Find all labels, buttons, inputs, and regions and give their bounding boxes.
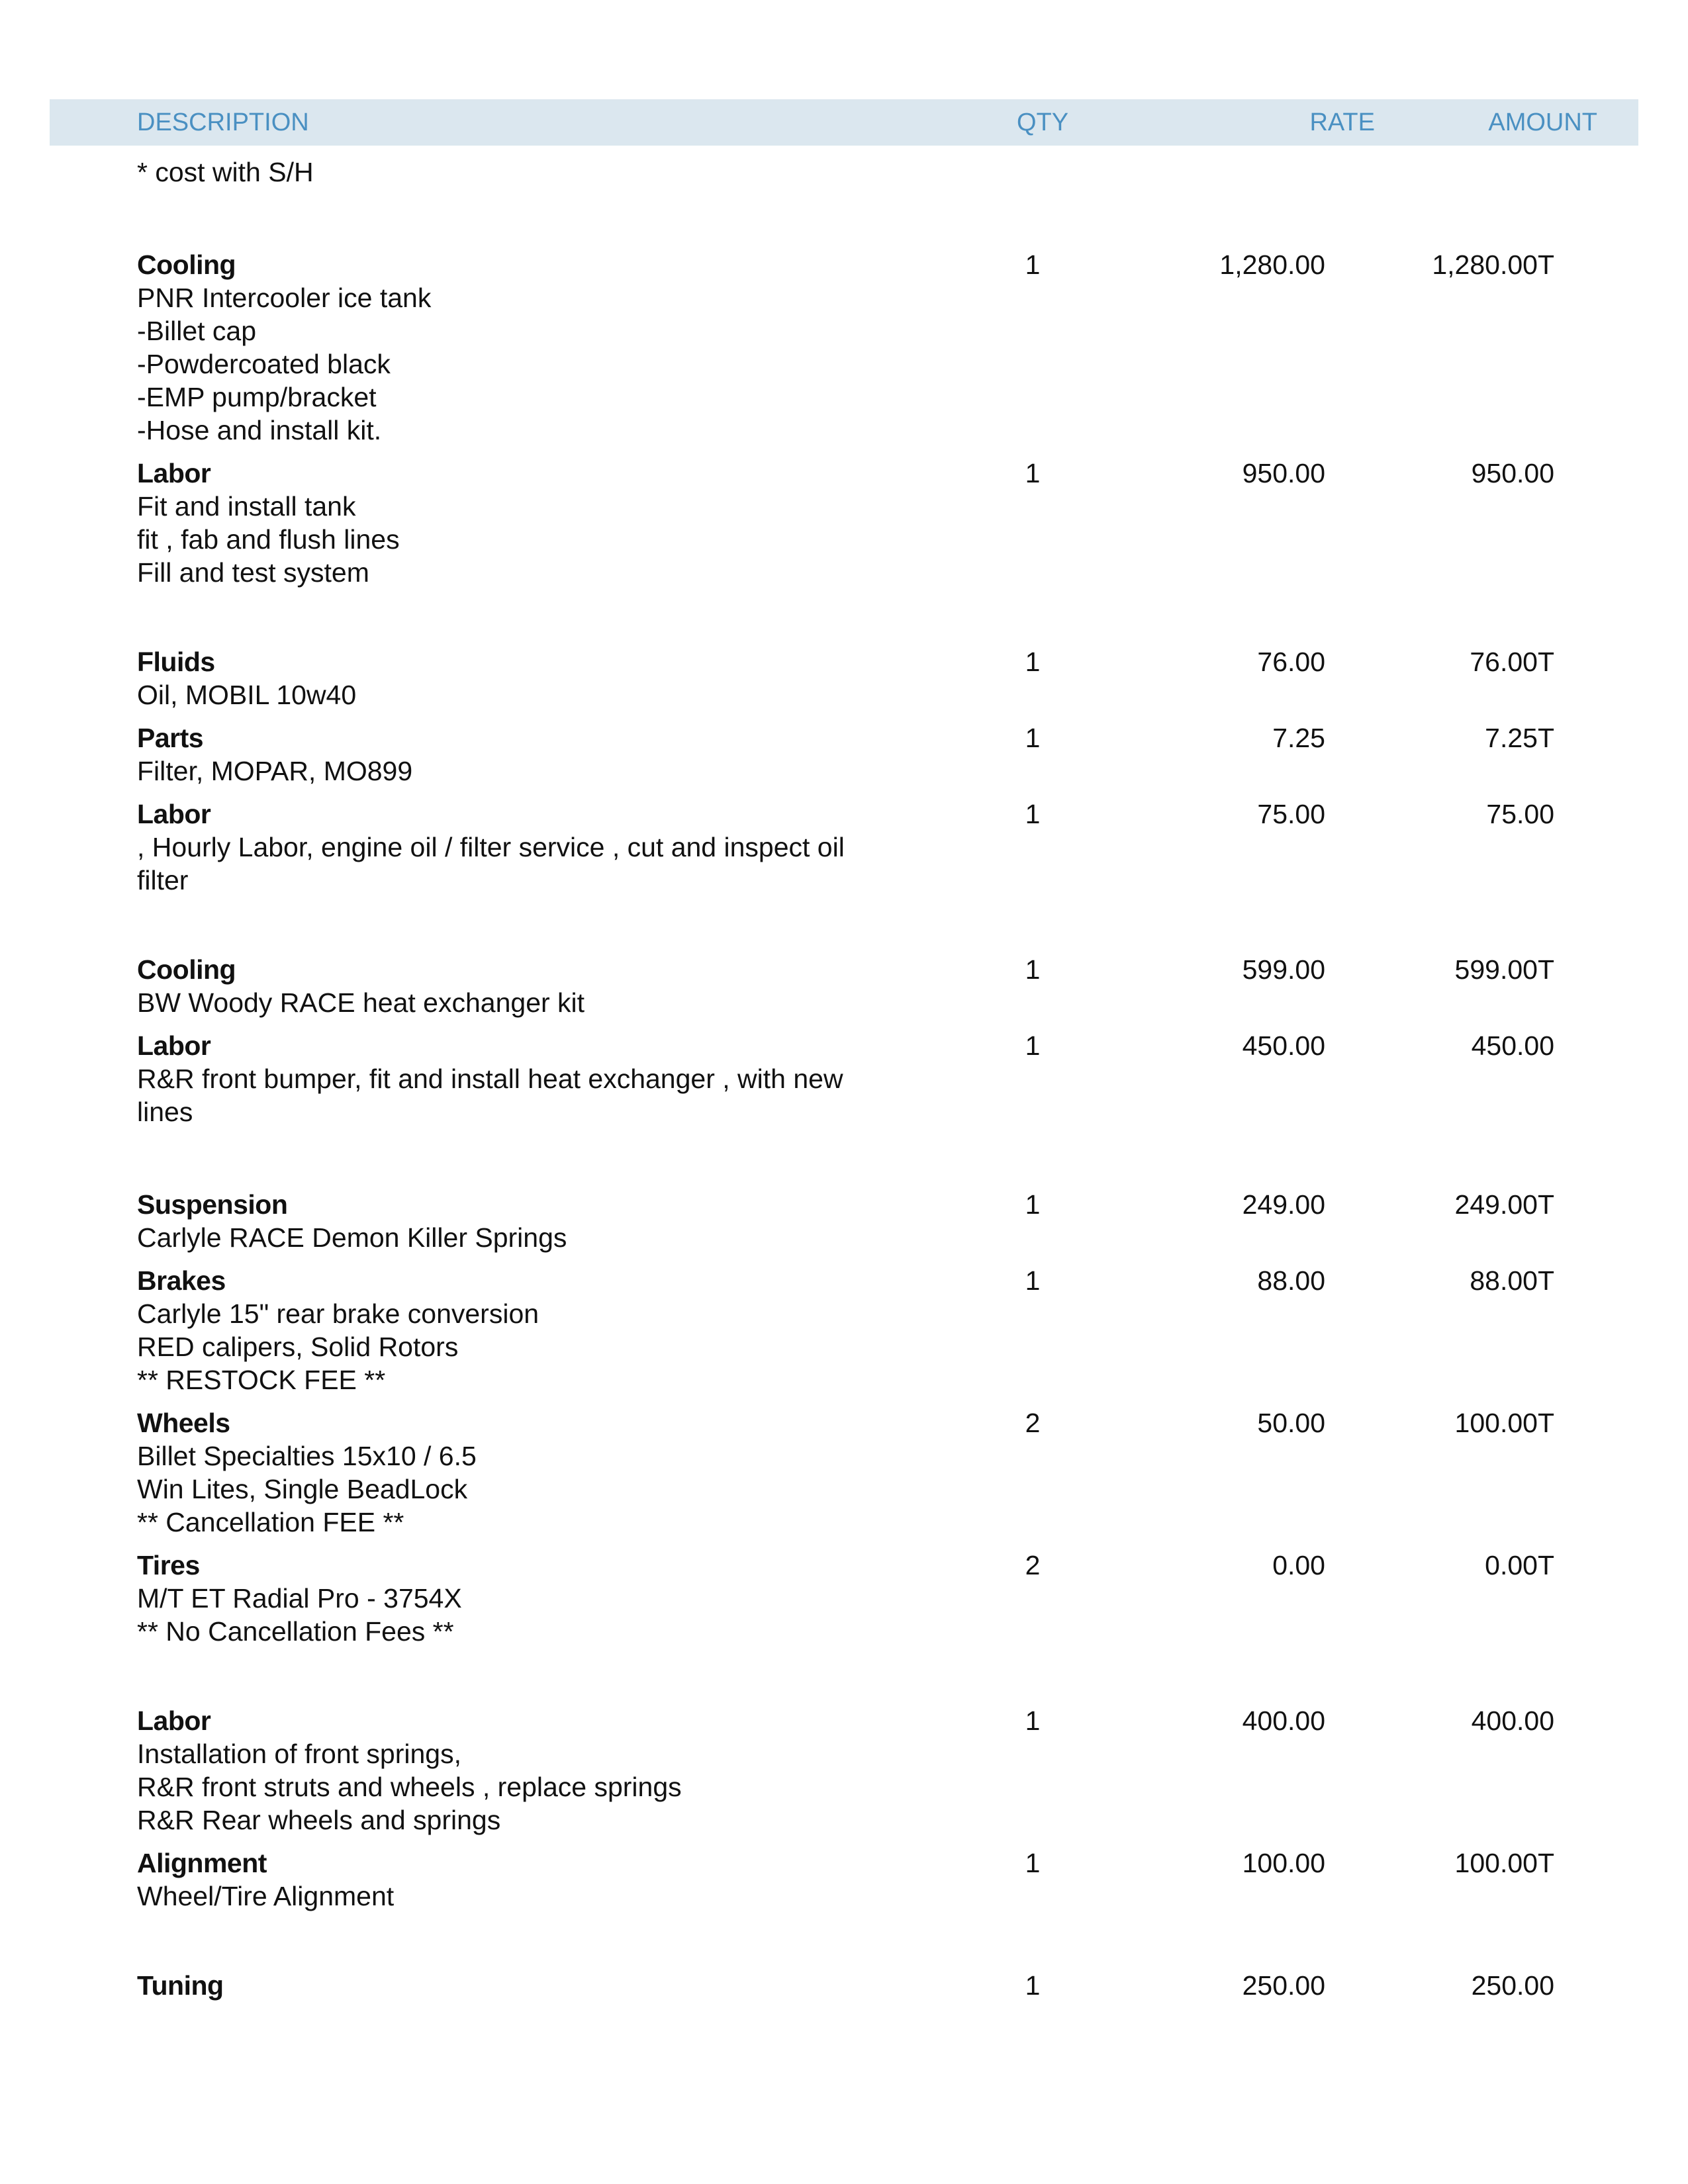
item-description <box>137 678 878 711</box>
item-amount: 75.00 <box>1486 799 1554 829</box>
item-description <box>137 1062 878 1128</box>
item-qty: 1 <box>1025 1189 1041 1220</box>
item-amount: 400.00 <box>1471 1706 1554 1736</box>
item-description <box>137 831 878 897</box>
item-description-line: M/T ET Radial Pro - 3754X <box>137 1583 462 1614</box>
item-title: Labor <box>137 799 211 829</box>
item-title: Tuning <box>137 1970 224 2001</box>
item-rate: 7.25 <box>1272 723 1325 753</box>
item-amount: 0.00T <box>1485 1550 1554 1580</box>
item-description <box>137 281 878 447</box>
item-description-line: ** Cancellation FEE ** <box>137 1507 404 1537</box>
item-description <box>137 754 878 788</box>
item-amount: 250.00 <box>1471 1970 1554 2001</box>
item-description-line: -EMP pump/bracket <box>137 382 377 412</box>
item-description-line: Fit and install tank <box>137 491 356 522</box>
item-rate: 1,280.00 <box>1219 250 1325 280</box>
item-amount: 950.00 <box>1471 458 1554 488</box>
item-description-line: Filter, MOPAR, MO899 <box>137 756 413 786</box>
item-description-line: Win Lites, Single BeadLock <box>137 1474 468 1504</box>
item-title: Cooling <box>137 250 236 280</box>
item-title: Parts <box>137 723 204 753</box>
item-description-line: filter <box>137 865 189 895</box>
item-qty: 1 <box>1025 1848 1041 1878</box>
item-qty: 1 <box>1025 250 1041 280</box>
item-description-line: Installation of front springs, <box>137 1739 461 1769</box>
item-qty: 1 <box>1025 954 1041 985</box>
item-rate: 100.00 <box>1242 1848 1325 1878</box>
item-description-line: Carlyle 15" rear brake conversion <box>137 1298 539 1329</box>
item-title: Labor <box>137 458 211 488</box>
item-description-line: lines <box>137 1097 193 1127</box>
item-rate: 76.00 <box>1257 647 1325 677</box>
item-description-line: -Hose and install kit. <box>137 415 382 445</box>
item-rate: 250.00 <box>1242 1970 1325 2001</box>
item-description-line: R&R front bumper, fit and install heat exchanger , with new <box>137 1064 843 1094</box>
item-description <box>137 986 878 1019</box>
item-amount: 76.00T <box>1470 647 1554 677</box>
item-description-line: fit , fab and flush lines <box>137 524 400 555</box>
item-rate: 0.00 <box>1272 1550 1325 1580</box>
item-title: Labor <box>137 1706 211 1736</box>
item-rate: 400.00 <box>1242 1706 1325 1736</box>
item-amount: 1,280.00T <box>1432 250 1554 280</box>
item-description-line: RED calipers, Solid Rotors <box>137 1332 459 1362</box>
item-amount: 450.00 <box>1471 1030 1554 1061</box>
item-title: Brakes <box>137 1265 226 1296</box>
item-description <box>137 1880 878 1913</box>
item-qty: 2 <box>1025 1550 1041 1580</box>
item-qty: 1 <box>1025 1970 1041 2001</box>
item-description-line: Wheel/Tire Alignment <box>137 1881 395 1911</box>
item-description-line: R&R Rear wheels and springs <box>137 1805 501 1835</box>
item-title: Fluids <box>137 647 215 677</box>
item-qty: 1 <box>1025 1030 1041 1061</box>
item-rate: 88.00 <box>1257 1265 1325 1296</box>
item-rate: 249.00 <box>1242 1189 1325 1220</box>
item-qty: 1 <box>1025 799 1041 829</box>
item-amount: 249.00T <box>1454 1189 1554 1220</box>
item-title: Alignment <box>137 1848 267 1878</box>
item-description-line: Oil, MOBIL 10w40 <box>137 680 357 710</box>
item-title: Wheels <box>137 1408 230 1438</box>
item-amount: 88.00T <box>1470 1265 1554 1296</box>
item-amount: 100.00T <box>1454 1848 1554 1878</box>
header-amount: AMOUNT <box>1488 109 1597 136</box>
item-rate: 950.00 <box>1242 458 1325 488</box>
item-description-line: ** No Cancellation Fees ** <box>137 1616 454 1647</box>
item-description <box>137 1221 878 1254</box>
item-title: Tires <box>137 1550 200 1580</box>
item-qty: 1 <box>1025 647 1041 677</box>
item-qty: 1 <box>1025 723 1041 753</box>
item-amount: 599.00T <box>1454 954 1554 985</box>
item-qty: 1 <box>1025 458 1041 488</box>
header-qty: QTY <box>1016 109 1069 136</box>
item-rate: 599.00 <box>1242 954 1325 985</box>
item-amount: 100.00T <box>1454 1408 1554 1438</box>
header-description: DESCRIPTION <box>137 109 309 136</box>
item-description-line: -Powdercoated black <box>137 349 391 379</box>
item-title: Cooling <box>137 954 236 985</box>
item-qty: 2 <box>1025 1408 1041 1438</box>
cost-note: * cost with S/H <box>137 157 314 187</box>
item-title: Suspension <box>137 1189 288 1220</box>
item-amount: 7.25T <box>1485 723 1554 753</box>
item-description-line: , Hourly Labor, engine oil / filter service , cut and inspect oil <box>137 832 845 862</box>
item-description-line: Fill and test system <box>137 557 369 588</box>
item-description-line: PNR Intercooler ice tank <box>137 283 432 313</box>
item-description-line: Billet Specialties 15x10 / 6.5 <box>137 1441 477 1471</box>
item-description <box>137 1582 878 1648</box>
item-description-line: -Billet cap <box>137 316 257 346</box>
item-qty: 1 <box>1025 1706 1041 1736</box>
item-rate: 450.00 <box>1242 1030 1325 1061</box>
item-description-line: ** RESTOCK FEE ** <box>137 1365 386 1395</box>
item-description <box>137 490 878 589</box>
item-rate: 50.00 <box>1257 1408 1325 1438</box>
item-description <box>137 1297 878 1396</box>
item-description-line: R&R front struts and wheels , replace springs <box>137 1772 682 1802</box>
item-description <box>137 1737 878 1837</box>
item-title: Labor <box>137 1030 211 1061</box>
item-description-line: BW Woody RACE heat exchanger kit <box>137 987 585 1018</box>
item-description <box>137 1439 878 1539</box>
item-qty: 1 <box>1025 1265 1041 1296</box>
header-rate: RATE <box>1309 109 1375 136</box>
item-description-line: Carlyle RACE Demon Killer Springs <box>137 1222 567 1253</box>
item-rate: 75.00 <box>1257 799 1325 829</box>
